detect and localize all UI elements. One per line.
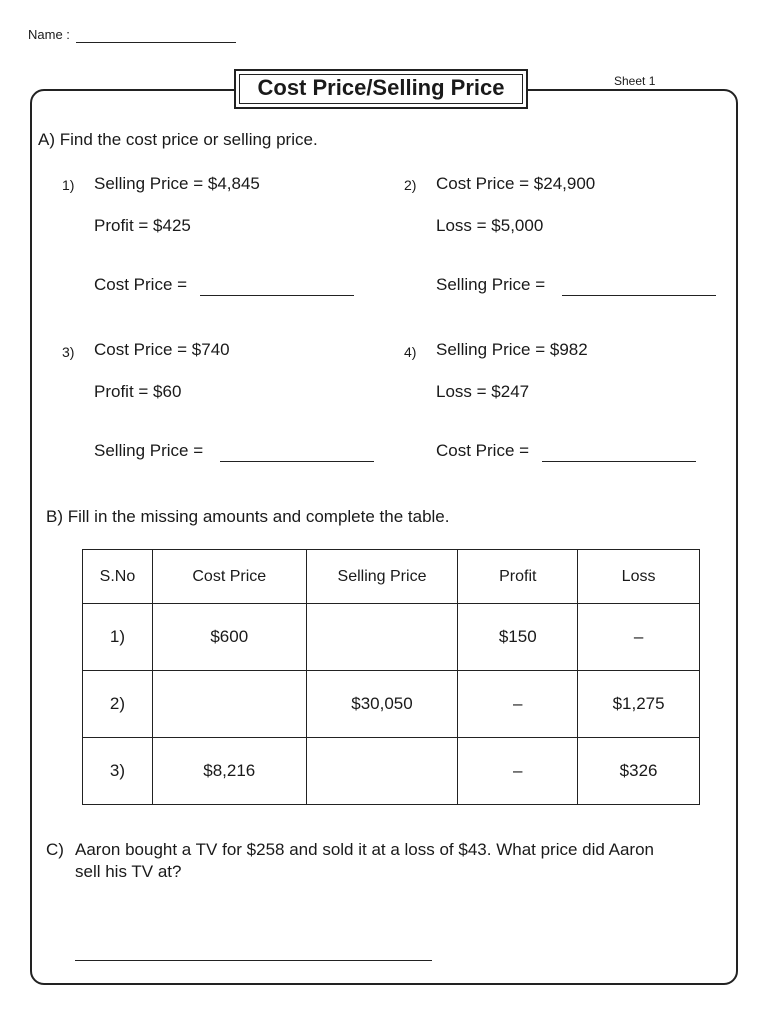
table-row <box>83 604 700 671</box>
table-cell-profit: – <box>458 738 578 805</box>
table-cell-cost-price[interactable] <box>152 671 306 738</box>
column-header: Selling Price <box>306 550 458 604</box>
section-b-heading: B) Fill in the missing amounts and complete the table. <box>46 507 450 526</box>
problem-given: Cost Price = $740 <box>94 340 230 359</box>
problem-given: Selling Price = $982 <box>436 340 588 359</box>
table-cell-selling-price[interactable] <box>306 738 458 805</box>
answer-blank[interactable] <box>75 960 432 961</box>
table-cell-cost-price: $8,216 <box>152 738 306 805</box>
table-cell-cost-price: $600 <box>152 604 306 671</box>
column-header: Cost Price <box>152 550 306 604</box>
problem-given: Selling Price = $4,845 <box>94 174 260 193</box>
table-cell-profit: $150 <box>458 604 578 671</box>
problem-given: Profit = $60 <box>94 382 182 401</box>
problem-given: Cost Price = $24,900 <box>436 174 596 193</box>
table-cell-selling-price: $30,050 <box>306 671 458 738</box>
table-header-row <box>83 550 700 604</box>
page-title: Cost Price/Selling Price <box>257 75 505 100</box>
column-header: S.No <box>83 550 153 604</box>
table-row <box>83 738 700 805</box>
table-cell-loss: – <box>578 604 700 671</box>
table-cell-profit: – <box>458 671 578 738</box>
problem-prompt: Cost Price = <box>436 441 530 460</box>
answer-blank[interactable] <box>542 461 696 462</box>
profit-loss-table <box>82 549 700 805</box>
problem-number: 2) <box>404 177 417 193</box>
section-a-heading: A) Find the cost price or selling price. <box>38 130 318 149</box>
problem-number: 1) <box>62 177 75 193</box>
column-header: Loss <box>578 550 700 604</box>
sheet-label: Sheet 1 <box>614 74 656 88</box>
table-cell-sno: 3) <box>83 738 153 805</box>
word-problem-line: Aaron bought a TV for $258 and sold it at a loss of $43. What price did Aaron <box>75 840 654 859</box>
answer-blank[interactable] <box>562 295 716 296</box>
word-problem-line: sell his TV at? <box>75 862 182 881</box>
problem-given: Loss = $5,000 <box>436 216 544 235</box>
problem-number: 4) <box>404 344 417 360</box>
problem-given: Profit = $425 <box>94 216 191 235</box>
name-label: Name : <box>28 27 70 42</box>
table-cell-sno: 2) <box>83 671 153 738</box>
problem-prompt: Cost Price = <box>94 275 188 294</box>
table-cell-loss: $326 <box>578 738 700 805</box>
name-answer-line[interactable] <box>76 42 236 43</box>
problem-number: 3) <box>62 344 75 360</box>
table-cell-loss: $1,275 <box>578 671 700 738</box>
column-header: Profit <box>458 550 578 604</box>
table-cell-sno: 1) <box>83 604 153 671</box>
section-c-label: C) <box>46 840 64 859</box>
table-row <box>83 671 700 738</box>
answer-blank[interactable] <box>220 461 374 462</box>
answer-blank[interactable] <box>200 295 354 296</box>
title-box <box>234 69 528 109</box>
problem-prompt: Selling Price = <box>436 275 546 294</box>
problem-prompt: Selling Price = <box>94 441 204 460</box>
table-cell-selling-price[interactable] <box>306 604 458 671</box>
problem-given: Loss = $247 <box>436 382 530 401</box>
